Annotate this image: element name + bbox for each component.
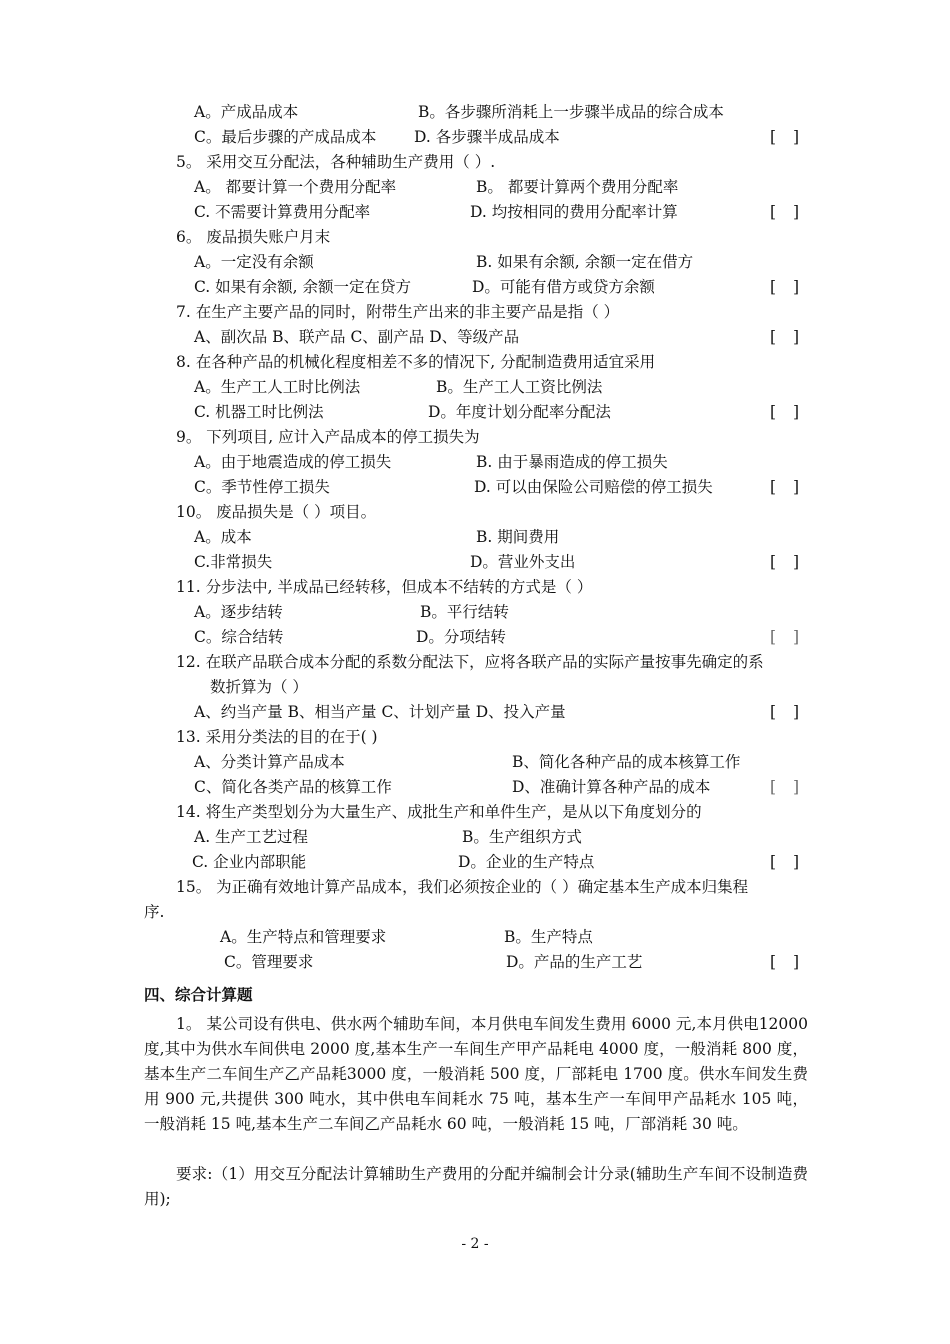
option-c: C。综合结转 [194, 628, 284, 646]
option-b: B。生产工人工资比例法 [436, 378, 603, 396]
question-9: 9。 下列项目, 应计入产品成本的停工损失为 [176, 428, 480, 446]
answer-bracket: [ ] [770, 328, 806, 346]
answer-bracket: [ ] [770, 403, 806, 421]
option-a: A。一定没有余额 [194, 253, 314, 271]
option-d: D. 均按相同的费用分配率计算 [470, 203, 678, 221]
option-d: D. 各步骤半成品成本 [414, 128, 560, 146]
option-d: D。营业外支出 [470, 553, 576, 571]
answer-bracket: [ ] [770, 278, 806, 296]
question-12-cont: 数折算为（ ） [210, 678, 308, 696]
problem-1-text: 1。 某公司设有供电、供水两个辅助车间，本月供电车间发生费用 6000 元,本月供电12000 度,其中为供水车间供电 2000 度,基本生产一车间生产甲产品耗电 4000 度，一般消耗 800 度，基本生产二车间生产乙产品耗3000 度，一般消耗 500 度，厂部耗电 1700 度。供水车间发生费用 900 元,共提供 300 吨水，其中供电车间耗水 75 吨，基本生产一车间甲产品耗水 105 吨，一般消耗 15 吨,基本生产二车间乙产品耗水 60 吨，一般消耗 15 吨，厂部消耗 30 吨。 [144, 1015, 808, 1133]
question-7: 7. 在生产主要产品的同时，附带生产出来的非主要产品是指（ ） [176, 303, 620, 321]
option-d: D。分项结转 [416, 628, 506, 646]
option-b: B。平行结转 [420, 603, 509, 621]
option-b: B。各步骤所消耗上一步骤半成品的综合成本 [418, 103, 724, 121]
page-number: - 2 - [461, 1236, 489, 1252]
option-b: B。生产组织方式 [462, 828, 582, 846]
option-d: D。可能有借方或贷方余额 [472, 278, 655, 296]
option-d: D。企业的生产特点 [458, 853, 595, 871]
answer-bracket: [ ] [770, 203, 806, 221]
question-6: 6。 废品损失账户月末 [176, 228, 331, 246]
option-b: B. 期间费用 [476, 528, 560, 546]
option-a: A。由于地震造成的停工损失 [194, 453, 392, 471]
option-a: A。产成品成本 [194, 103, 299, 121]
question-15: 15。 为正确有效地计算产品成本，我们必须按企业的（ ）确定基本生产成本归集程 [176, 878, 749, 896]
question-10: 10。 废品损失是（ ）项目。 [176, 503, 377, 521]
option-d: D. 可以由保险公司赔偿的停工损失 [474, 478, 713, 496]
answer-bracket: [ ] [770, 778, 806, 796]
question-8: 8. 在各种产品的机械化程度相差不多的情况下, 分配制造费用适宜采用 [176, 353, 656, 371]
answer-bracket: [ ] [770, 853, 806, 871]
option-b: B。 都要计算两个费用分配率 [476, 178, 679, 196]
option-c: C。最后步骤的产成品成本 [194, 128, 377, 146]
option-a: A、约当产量 B、相当产量 C、计划产量 D、投入产量 [194, 703, 566, 721]
option-a: A。逐步结转 [194, 603, 283, 621]
question-5: 5。 采用交互分配法，各种辅助生产费用（ ）. [176, 153, 496, 171]
option-d: D、准确计算各种产品的成本 [512, 778, 711, 796]
answer-bracket: [ ] [770, 703, 806, 721]
answer-bracket: [ ] [770, 953, 806, 971]
option-a: A。 都要计算一个费用分配率 [194, 178, 397, 196]
option-a: A。生产特点和管理要求 [220, 928, 387, 946]
option-a: A、分类计算产品成本 [194, 753, 345, 771]
option-a: A。成本 [194, 528, 252, 546]
option-c: C. 机器工时比例法 [194, 403, 324, 421]
question-13: 13. 采用分类法的目的在于( ) [176, 728, 378, 746]
option-c: C。管理要求 [224, 953, 314, 971]
problem-1-requirement: 要求:（1）用交互分配法计算辅助生产费用的分配并编制会计分录(辅助生产车间不设制造费用); [144, 1165, 808, 1208]
question-15-cont: 序. [144, 903, 165, 921]
answer-bracket: [ ] [770, 628, 806, 646]
answer-bracket: [ ] [770, 128, 806, 146]
option-b: B。生产特点 [504, 928, 593, 946]
question-14: 14. 将生产类型划分为大量生产、成批生产和单件生产，是从以下角度划分的 [176, 803, 702, 821]
option-c: C。季节性停工损失 [194, 478, 330, 496]
option-c: C.非常损失 [194, 553, 273, 571]
option-d: D。产品的生产工艺 [506, 953, 643, 971]
option-b: B. 由于暴雨造成的停工损失 [476, 453, 668, 471]
option-b: B、简化各种产品的成本核算工作 [512, 753, 741, 771]
option-c: C、简化各类产品的核算工作 [194, 778, 392, 796]
answer-bracket: [ ] [770, 553, 806, 571]
option-d: D。年度计划分配率分配法 [428, 403, 611, 421]
option-b: B. 如果有余额, 余额一定在借方 [476, 253, 694, 271]
option-a: A、副次品 B、联产品 C、副产品 D、等级产品 [194, 328, 520, 346]
section-heading: 四、综合计算题 [144, 985, 253, 1004]
option-a: A。生产工人工时比例法 [194, 378, 361, 396]
option-c: C. 企业内部职能 [192, 853, 307, 871]
question-11: 11. 分步法中, 半成品已经转移，但成本不结转的方式是（ ） [176, 578, 593, 596]
question-12: 12. 在联产品联合成本分配的系数分配法下，应将各联产品的实际产量按事先确定的系 [176, 653, 764, 671]
option-c: C. 如果有余额, 余额一定在贷方 [194, 278, 412, 296]
option-a: A. 生产工艺过程 [194, 828, 309, 846]
option-c: C. 不需要计算费用分配率 [194, 203, 371, 221]
answer-bracket: [ ] [770, 478, 806, 496]
